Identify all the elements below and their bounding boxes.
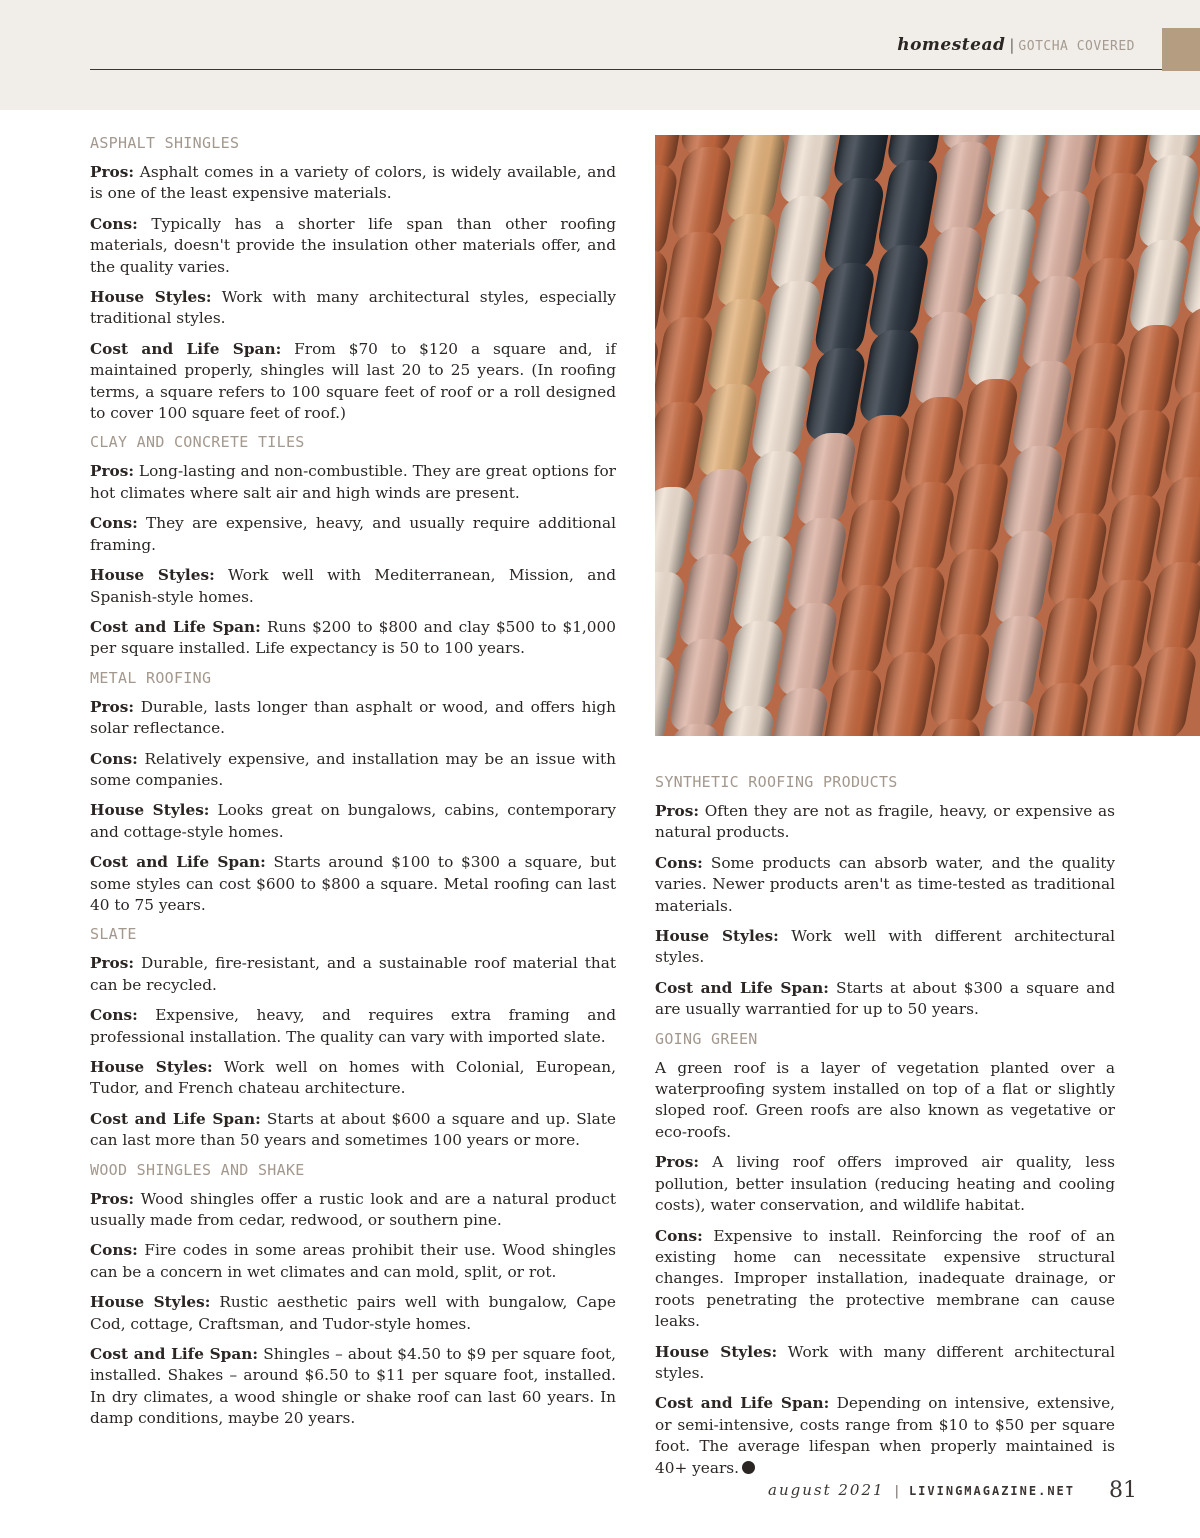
paragraph xyxy=(655,1226,1115,1333)
paragraph xyxy=(90,1292,616,1335)
paragraph-term: Cons: xyxy=(655,853,703,872)
paragraph xyxy=(655,801,1115,844)
running-header xyxy=(897,35,1135,55)
paragraph xyxy=(655,1058,1115,1144)
left-column xyxy=(90,134,616,1439)
paragraph-text: Work with many different architectural styles. xyxy=(655,1342,1115,1382)
paragraph-text: Some products can absorb water, and the quality varies. Newer products aren't as time-tested as traditional materials. xyxy=(655,853,1115,915)
paragraph-text: Depending on intensive, extensive, or semi-intensive, costs range from $10 to $50 per square foot. The average lifespan when properly maintained is 40+ years. xyxy=(655,1394,1115,1477)
paragraph-term: Pros: xyxy=(655,1153,700,1172)
paragraph-term: Cost and Life Span: xyxy=(90,1345,259,1364)
paragraph-term: House Styles: xyxy=(90,801,210,820)
paragraph xyxy=(90,1240,616,1283)
paragraph-text: Expensive, heavy, and requires extra framing and professional installation. The quality can vary with imported slate. xyxy=(90,1006,616,1046)
paragraph xyxy=(90,214,616,278)
paragraph-text: Starts around $100 to $300 a square, but some styles can cost $600 to $800 a square. Metal roofing can last 40 to 75 years. xyxy=(90,853,616,914)
paragraph xyxy=(90,461,616,504)
paragraph-text: Starts at about $600 a square and up. Slate can last more than 50 years and sometimes 100 years or more. xyxy=(90,1109,616,1150)
paragraph-text: From $70 to $120 a square and, if maintained properly, shingles will last 20 to 25 years. (In roofing terms, a square refers to 100 square feet of roof or a roll designed to cover 100 square feet of roof.) xyxy=(90,339,616,423)
right-column xyxy=(655,773,1115,1488)
paragraph-text: Expensive to install. Reinforcing the roof of an existing home can necessitate expensive structural changes. Improper installation, inadequate drainage, or roots penetrating the protective membrane can cause leaks. xyxy=(655,1226,1115,1331)
header-rule xyxy=(90,69,1162,70)
paragraph-text: Relatively expensive, and installation may be an issue with some companies. xyxy=(90,749,616,789)
tile-rows xyxy=(655,135,1200,736)
paragraph xyxy=(90,1005,616,1048)
paragraph-term: Cost and Life Span: xyxy=(90,339,282,358)
paragraph-text: A living roof offers improved air quality, less pollution, better insulation (reducing heating and cooling costs), water conservation, and wildlife habitat. xyxy=(655,1153,1115,1215)
paragraph-text: Asphalt comes in a variety of colors, is widely available, and is one of the least expensive materials. xyxy=(90,163,616,203)
paragraph-term: Pros: xyxy=(90,697,135,716)
header-department: GOTCHA COVERED xyxy=(1018,39,1135,54)
paragraph-text: Typically has a shorter life span than other roofing materials, doesn't provide the insulation other materials offer, and the quality varies. xyxy=(90,214,616,276)
end-mark-icon xyxy=(742,1461,755,1474)
header-band xyxy=(0,0,1200,110)
paragraph-text: They are expensive, heavy, and usually require additional framing. xyxy=(90,514,616,554)
paragraph xyxy=(655,1342,1115,1385)
paragraph-term: Cost and Life Span: xyxy=(90,1109,261,1128)
paragraph-text: Work well on homes with Colonial, European, Tudor, and French chateau architecture. xyxy=(90,1058,616,1098)
paragraph-term: Pros: xyxy=(90,462,135,481)
paragraph-term: House Styles: xyxy=(90,1293,211,1312)
paragraph-term: Cons: xyxy=(90,1241,138,1260)
paragraph-term: Cost and Life Span: xyxy=(655,1394,830,1413)
paragraph-term: Cost and Life Span: xyxy=(90,853,266,872)
paragraph-term: House Styles: xyxy=(655,1342,778,1361)
paragraph xyxy=(90,1189,616,1232)
paragraph xyxy=(655,1152,1115,1216)
paragraph-text: Shingles – about $4.50 to $9 per square foot, installed. Shakes – around $6.50 to $11 per square foot, installed. In dry climates, a wood shingle or shake roof can last 60 years. In damp conditions, maybe 20 years. xyxy=(90,1345,616,1428)
section-heading: SYNTHETIC ROOFING PRODUCTS xyxy=(655,773,898,791)
paragraph-term: Pros: xyxy=(90,1189,135,1208)
paragraph xyxy=(90,1057,616,1100)
paragraph xyxy=(90,513,616,556)
paragraph xyxy=(90,800,616,843)
paragraph-text: Runs $200 to $800 and clay $500 to $1,000 per square installed. Life expectancy is 50 to 100 years. xyxy=(90,617,616,658)
paragraph-term: Cost and Life Span: xyxy=(90,617,261,636)
paragraph-term: House Styles: xyxy=(90,288,212,307)
paragraph-text: Starts at about $300 a square and are usually warrantied for up to 50 years. xyxy=(655,978,1115,1019)
footer-issue: august 2021 xyxy=(768,1481,885,1499)
paragraph xyxy=(655,853,1115,917)
paragraph xyxy=(90,1344,616,1430)
paragraph-text: Work with many architectural styles, especially traditional styles. xyxy=(90,288,616,328)
paragraph xyxy=(90,1109,616,1152)
page-footer xyxy=(768,1478,1137,1503)
paragraph xyxy=(655,978,1115,1021)
paragraph-term: House Styles: xyxy=(90,1058,213,1076)
paragraph-term: Pros: xyxy=(90,163,135,181)
roof-tiles-illustration xyxy=(655,135,1200,736)
header-tab xyxy=(1162,28,1200,71)
paragraph-term: House Styles: xyxy=(90,566,215,585)
paragraph xyxy=(90,565,616,608)
paragraph xyxy=(90,749,616,792)
paragraph-text: Long-lasting and non-combustible. They are great options for hot climates where salt air and high winds are present. xyxy=(90,462,616,502)
paragraph-term: Cons: xyxy=(90,514,138,533)
paragraph-term: House Styles: xyxy=(655,927,779,946)
paragraph xyxy=(90,617,616,660)
paragraph-term: Cons: xyxy=(90,749,138,768)
roof-tiles-photo xyxy=(655,135,1200,736)
header-section: homestead xyxy=(897,35,1006,55)
paragraph-term: Cons: xyxy=(655,1226,703,1245)
footer-separator: | xyxy=(894,1484,899,1499)
paragraph-term: Cons: xyxy=(90,214,138,233)
paragraph-text: Work well with Mediterranean, Mission, and Spanish-style homes. xyxy=(90,566,616,606)
section-heading: WOOD SHINGLES AND SHAKE xyxy=(90,1160,305,1179)
paragraph-text: Looks great on bungalows, cabins, contemporary and cottage-style homes. xyxy=(90,801,616,841)
paragraph xyxy=(90,697,616,740)
section-heading: SLATE xyxy=(90,925,137,944)
paragraph-text: Work well with different architectural styles. xyxy=(655,927,1115,967)
section-heading: METAL ROOFING xyxy=(90,668,212,687)
section-heading: GOING GREEN xyxy=(655,1029,758,1048)
paragraph xyxy=(655,926,1115,969)
paragraph-term: Pros: xyxy=(90,954,135,973)
paragraph-text: Often they are not as fragile, heavy, or expensive as natural products. xyxy=(655,802,1115,842)
paragraph-term: Pros: xyxy=(655,802,700,820)
paragraph-term: Cost and Life Span: xyxy=(655,978,829,997)
paragraph xyxy=(90,162,616,205)
paragraph xyxy=(90,287,616,330)
paragraph xyxy=(90,852,616,916)
paragraph-text: Durable, fire-resistant, and a sustainable roof material that can be recycled. xyxy=(90,954,616,994)
paragraph xyxy=(90,339,616,425)
paragraph-text: Fire codes in some areas prohibit their use. Wood shingles can be a concern in wet climates and can mold, split, or rot. xyxy=(90,1241,616,1281)
footer-site: LIVINGMAGAZINE.NET xyxy=(908,1484,1075,1498)
paragraph xyxy=(655,1393,1115,1479)
section-heading: CLAY AND CONCRETE TILES xyxy=(90,433,305,452)
section-heading: ASPHALT SHINGLES xyxy=(90,134,240,152)
paragraph-text: A green roof is a layer of vegetation planted over a waterproofing system installed on top of a flat or slightly sloped roof. Green roofs are also known as vegetative or eco-roofs. xyxy=(655,1058,1115,1141)
paragraph-text: Wood shingles offer a rustic look and are a natural product usually made from cedar, redwood, or southern pine. xyxy=(90,1189,616,1230)
paragraph-text: Durable, lasts longer than asphalt or wood, and offers high solar reflectance. xyxy=(90,697,616,738)
header-separator: | xyxy=(1009,36,1015,54)
page-number: 81 xyxy=(1109,1478,1137,1503)
paragraph xyxy=(90,953,616,996)
paragraph-text: Rustic aesthetic pairs well with bungalow, Cape Cod, cottage, Craftsman, and Tudor-style homes. xyxy=(90,1293,616,1333)
paragraph-term: Cons: xyxy=(90,1006,138,1025)
